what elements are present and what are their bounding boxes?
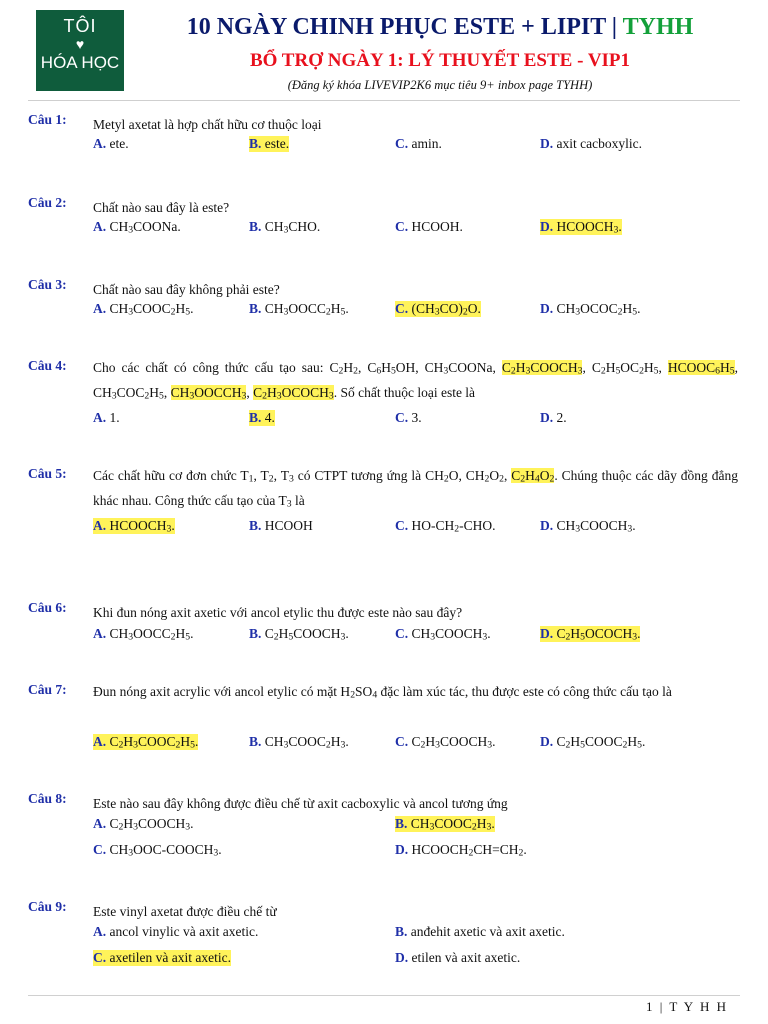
title-separator: | (605, 14, 623, 40)
question-text: Cho các chất có công thức cấu tạo sau: $C_2H_2$, $C_6H_5OH$, $CH_3COONa$, $C_2H_3COOCH_3$, $C_2H_5OC_2H_5$, $HCOOC_6H_5$, $CH_3COC_2H_5$, $CH_3OOCCH_3$, $C_2H_3OCOCH_3$. Số chất thuộc loại este là (93, 360, 738, 402)
title-brand: TYHH (622, 14, 694, 40)
option-c[interactable]: C. $C_2H_3COOCH_3$. (395, 734, 496, 751)
question-text: Chất nào sau đây là este? (93, 200, 230, 215)
option-d[interactable]: D. etilen và axit axetic. (395, 950, 521, 965)
option-a[interactable]: A. $HCOOCH_3$. (93, 518, 175, 535)
option-d[interactable]: D. $C_2H_5OCOCH_3$. (540, 626, 641, 643)
options-row (93, 950, 743, 970)
option-a[interactable]: A. ancol vinylic và axit axetic. (93, 924, 259, 939)
option-b[interactable]: B. $CH_3OOCC_2H_5$. (249, 301, 349, 318)
question-label: Câu 7: (28, 682, 67, 697)
registration-note: (Đăng ký khóa LIVEVIP2K6 mục tiêu 9+ inbox page TYHH) (287, 78, 593, 92)
page-footer: 1 | T Y H H (645, 999, 728, 1014)
page-subtitle: BỔ TRỢ NGÀY 1: LÝ THUYẾT ESTE - VIP1 (249, 50, 631, 71)
option-b[interactable]: B. este. (249, 136, 290, 151)
option-c[interactable]: C. $HO-CH_2$-CHO. (395, 518, 496, 535)
option-a[interactable]: A. $C_2H_3COOCH_3$. (93, 816, 194, 833)
question-label: Câu 3: (28, 277, 67, 292)
option-d[interactable]: D. $CH_3OCOC_2H_5$. (540, 301, 641, 318)
options-row (93, 410, 743, 430)
option-c[interactable]: C. $(CH_3CO)_2O$. (395, 301, 481, 318)
option-a[interactable]: A. $C_2H_3COOC_2H_5$. (93, 734, 199, 751)
option-b[interactable]: B. anđehit axetic và axit axetic. (395, 924, 565, 939)
page-title (130, 14, 750, 41)
option-a[interactable]: A. $CH_3COOC_2H_5$. (93, 301, 194, 318)
question-label: Câu 5: (28, 466, 67, 481)
question-text: Các chất hữu cơ đơn chức $T_1$, $T_2$, $T_3$ có CTPT tương ứng là $CH_2O$, $CH_2O_2$, $C_2H_4O_2$. Chúng thuộc các dãy đồng đẳng khác nhau. Công thức cấu tạo của $T_3$ là (93, 468, 738, 510)
option-d[interactable]: D. axit cacboxylic. (540, 136, 642, 151)
option-b[interactable]: B. HCOOH (249, 518, 313, 533)
question-text: Khi đun nóng axit axetic với ancol etylic thu được este nào sau đây? (93, 605, 463, 620)
question-label: Câu 2: (28, 195, 67, 210)
option-d[interactable]: D. $CH_3COOCH_3$. (540, 518, 636, 535)
options-row (93, 842, 743, 862)
option-c[interactable]: C. amin. (395, 136, 442, 151)
option-b[interactable]: B. 4. (249, 410, 275, 425)
options-row (93, 626, 743, 646)
options-row (93, 924, 743, 944)
question-label: Câu 9: (28, 899, 67, 914)
question-text: Este vinyl axetat được điều chế từ (93, 904, 277, 919)
logo-line1: TÔI (63, 16, 97, 36)
logo-line2: HÓA HỌC (40, 53, 120, 72)
options-row (93, 136, 743, 156)
option-b[interactable]: B. $CH_3CHO$. (249, 219, 321, 236)
heart-icon: ♥ (75, 36, 85, 52)
option-c[interactable]: C. HCOOH. (395, 219, 463, 234)
question-label: Câu 4: (28, 358, 67, 373)
question-text: Chất nào sau đây không phải este? (93, 282, 280, 297)
option-a[interactable]: A. 1. (93, 410, 120, 425)
option-d[interactable]: D. $C_2H_5COOC_2H_5$. (540, 734, 646, 751)
option-c[interactable]: C. axetilen và axit axetic. (93, 950, 231, 965)
options-row (93, 518, 743, 538)
question-text: Metyl axetat là hợp chất hữu cơ thuộc loại (93, 117, 322, 132)
option-b[interactable]: B. $CH_3COOC_2H_3$. (249, 734, 349, 751)
options-row (93, 816, 743, 836)
option-b[interactable]: B. $C_2H_5COOCH_3$. (249, 626, 349, 643)
question-text: Este nào sau đây không được điều chế từ axit cacboxylic và ancol tương ứng (93, 796, 508, 811)
question-text: Đun nóng axit acrylic với ancol etylic có mặt $H_2SO_4$ đặc làm xúc tác, thu được este có công thức cấu tạo là (93, 684, 672, 701)
options-row (93, 219, 743, 239)
option-c[interactable]: C. 3. (395, 410, 422, 425)
logo (36, 10, 124, 91)
option-d[interactable]: D. 2. (540, 410, 567, 425)
option-a[interactable]: A. $CH_3OOCC_2H_5$. (93, 626, 194, 643)
option-d[interactable]: D. $HCOOCH_3$. (540, 219, 622, 236)
options-row (93, 734, 743, 754)
option-c[interactable]: C. $CH_3COOCH_3$. (395, 626, 491, 643)
option-d[interactable]: D. $HCOOCH_2CH=CH_2$. (395, 842, 527, 859)
option-a[interactable]: A. ete. (93, 136, 129, 151)
option-c[interactable]: C. $CH_3OOC-COOCH_3$. (93, 842, 222, 859)
question-label: Câu 1: (28, 112, 67, 127)
question-label: Câu 8: (28, 791, 67, 806)
question-label: Câu 6: (28, 600, 67, 615)
title-main: 10 NGÀY CHINH PHỤC ESTE + LIPIT (186, 14, 606, 40)
footer-divider (28, 995, 740, 996)
header-divider (28, 100, 740, 101)
option-b[interactable]: B. $CH_3COOC_2H_3$. (395, 816, 495, 833)
options-row (93, 301, 743, 321)
option-a[interactable]: A. $CH_3COONa$. (93, 219, 181, 236)
